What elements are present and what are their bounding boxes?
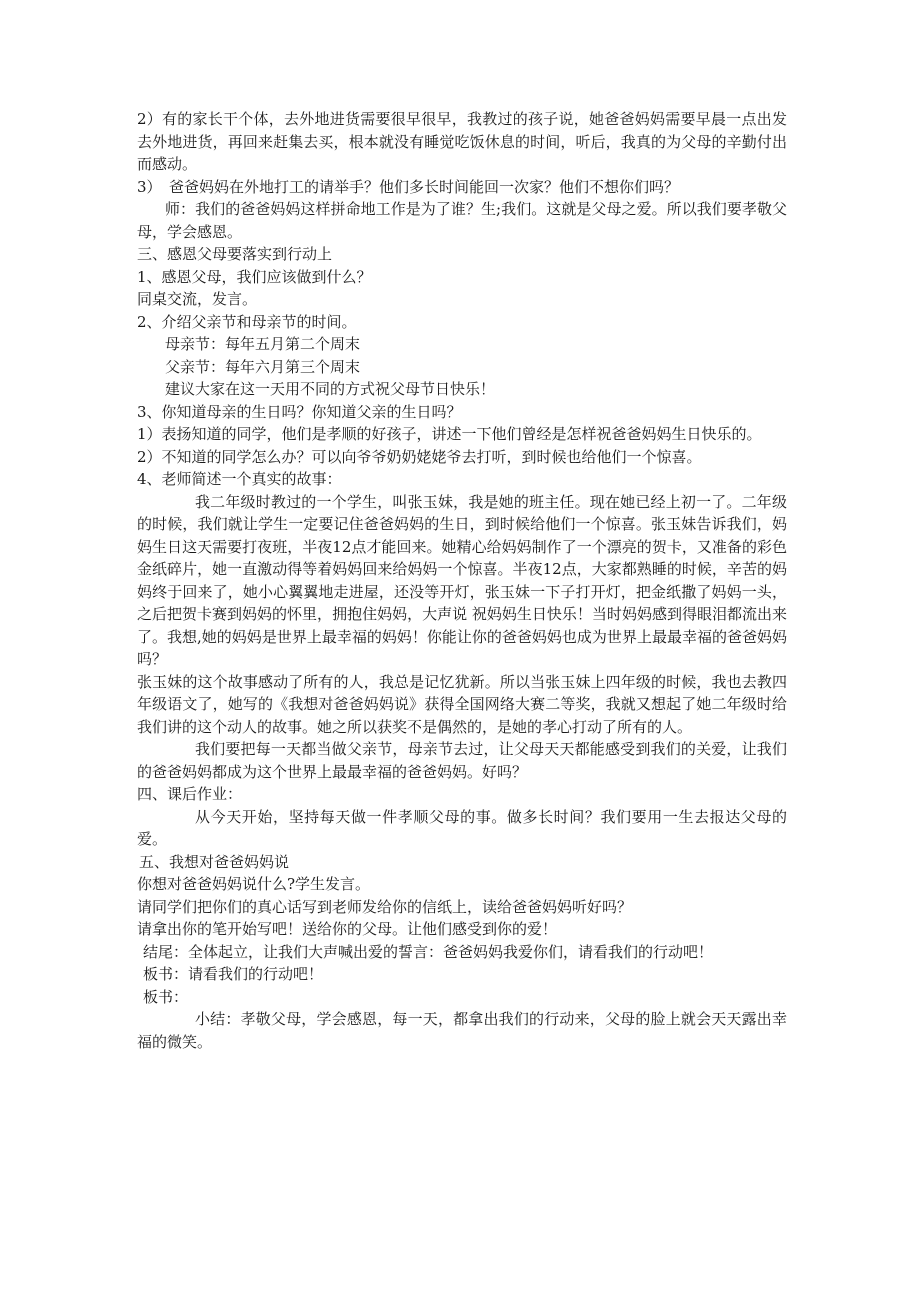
paragraph-14: 4、老师简述一个真实的故事： xyxy=(137,470,342,488)
document-page xyxy=(137,108,787,1053)
paragraph-21: 你想对爸爸妈妈说什么?学生发言。 xyxy=(137,875,371,893)
section-heading-3: 三、感恩父母要落实到行动上 xyxy=(137,245,333,263)
paragraph-11: 3、你知道母亲的生日吗？你知道父亲的生日吗？ xyxy=(137,402,462,421)
paragraph-10: 建议大家在这一天用不同的方式祝父母节日快乐！ xyxy=(165,380,496,398)
paragraph-26: 板书： xyxy=(143,987,189,1006)
summary-paragraph: 小结：孝敬父母，学会感恩，每一天，都拿出我们的行动来，父母的脸上就会天天露出幸福的微笑。 xyxy=(137,1010,787,1051)
section-heading-4: 四、课后作业： xyxy=(137,785,243,803)
paragraph-24: 结尾：全体起立，让我们大声喊出爱的誓言：爸爸妈妈我爱你们，请看我们的行动吧！ xyxy=(143,942,714,961)
paragraph-6: 同桌交流，发言。 xyxy=(137,290,258,308)
paragraph-2: 3） 爸爸妈妈在外地打工的请举手？他们多长时间能回一次家？他们不想你们吗？ xyxy=(137,177,680,196)
paragraph-22: 请同学们把你们的真心话写到老师发给你的信纸上，读给爸爸妈妈听好吗？ xyxy=(137,897,633,916)
section-heading-5: 五、我想对爸爸妈妈说 xyxy=(139,852,290,871)
paragraph-13: 2）不知道的同学怎么办？可以向爷爷奶奶姥姥爷去打听，到时候也给他们一个惊喜。 xyxy=(137,447,702,466)
paragraph-17: 我们要把每一天都当做父亲节，母亲节去过，让父母天天都能感受到我们的关爱，让我们的爸爸妈妈都成为这个世界上最最幸福的爸爸妈妈。好吗？ xyxy=(137,740,787,781)
paragraph-5: 1、感恩父母，我们应该做到什么？ xyxy=(137,267,372,286)
story-paragraph: 我二年级时教过的一个学生，叫张玉妹，我是她的班主任。现在她已经上初一了。二年级的时候，我们就让学生一定要记住爸爸妈妈的生日，到时候给他们一个惊喜。张玉妹告诉我们，妈妈生日这天需要打夜班，半夜12点才能回来。她精心给妈妈制作了一个漂亮的贺卡，又准备的彩色金纸碎片，她一直激动得等着妈妈回来给妈妈一个惊喜。半夜12点，大家都熟睡的时候，辛苦的妈妈终于回来了，她小心翼翼地走进屋，还没等开灯，张玉妹一下子打开灯，把金纸撒了妈妈一头，之后把贺卡赛到妈妈的怀里，拥抱住妈妈，大声说 祝妈妈生日快乐！当时妈妈感到得眼泪都流出来了。我想,她的妈妈是世界上最幸福的妈妈！你能让你的爸爸妈妈也成为世界上最最幸福的爸爸妈妈吗？ xyxy=(137,492,787,668)
paragraph-16: 张玉妹的这个故事感动了所有的人，我总是记忆犹新。所以当张玉妹上四年级的时候，我也去教四年级语文了，她写的《我想对爸爸妈妈说》获得全国网络大赛二等奖，我就又想起了她二年级时给我们讲的这个动人的故事。她之所以获奖不是偶然的，是她的孝心打动了所有的人。 xyxy=(137,672,787,736)
paragraph-3: 师：我们的爸爸妈妈这样拼命地工作是为了谁？生;我们。这就是父母之爱。所以我们要孝敬父母，学会感恩。 xyxy=(137,200,787,241)
paragraph-25: 板书：请看我们的行动吧！ xyxy=(143,965,324,983)
paragraph-7: 2、介绍父亲节和母亲节的时间。 xyxy=(137,312,357,331)
paragraph-8: 母亲节：每年五月第二个周末 xyxy=(165,335,361,353)
paragraph-23: 请拿出你的笔开始写吧！送给你的父母。让他们感受到你的爱！ xyxy=(137,920,558,938)
paragraph-1: 2）有的家长干个体，去外地进货需要很早很早，我教过的孩子说，她爸爸妈妈需要早晨一点出发去外地进货，再回来赶集去买，根本就没有睡觉吃饭休息的时间，听后，我真的为父母的辛勤付出而感动。 xyxy=(137,110,787,173)
paragraph-19: 从今天开始，坚持每天做一件孝顺父母的事。做多长时间？我们要用一生去报达父母的爱。 xyxy=(137,807,787,848)
paragraph-9: 父亲节：每年六月第三个周末 xyxy=(165,357,361,376)
paragraph-12: 1）表扬知道的同学，他们是孝顺的好孩子，讲述一下他们曾经是怎样祝爸爸妈妈生日快乐的。 xyxy=(137,425,762,443)
